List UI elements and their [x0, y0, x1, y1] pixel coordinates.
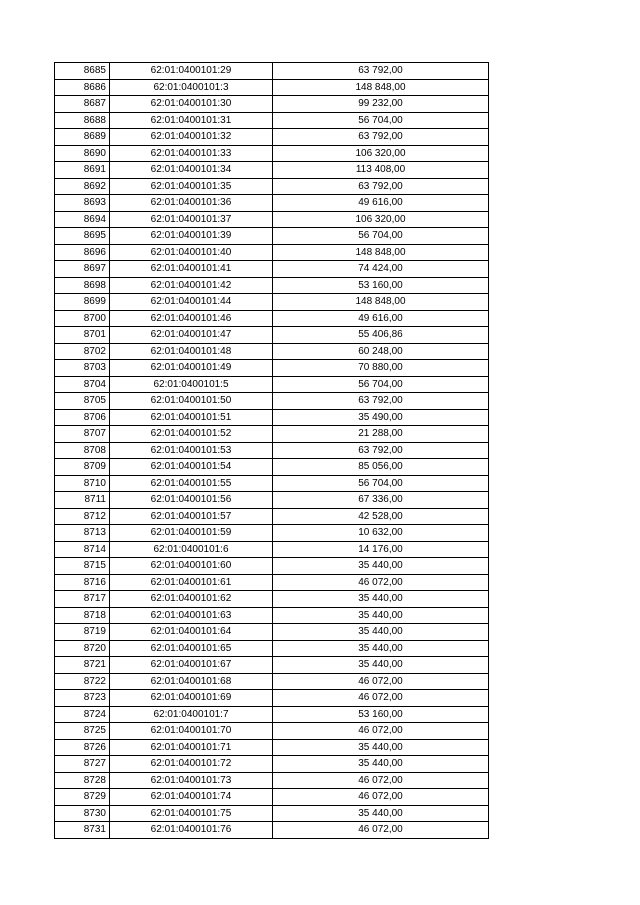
cadastral-number-cell: 62:01:0400101:67: [110, 657, 273, 674]
row-number-cell: 8687: [55, 96, 110, 113]
value-cell: 46 072,00: [273, 822, 489, 839]
value-cell: 67 336,00: [273, 492, 489, 509]
value-cell: 46 072,00: [273, 574, 489, 591]
cadastral-number-cell: 62:01:0400101:56: [110, 492, 273, 509]
table-row: [55, 294, 489, 311]
value-cell: 21 288,00: [273, 426, 489, 443]
value-cell: 46 072,00: [273, 723, 489, 740]
cadastral-number-cell: 62:01:0400101:71: [110, 739, 273, 756]
cadastral-number-cell: 62:01:0400101:34: [110, 162, 273, 179]
value-cell: 63 792,00: [273, 129, 489, 146]
value-cell: 35 440,00: [273, 640, 489, 657]
table-row: [55, 574, 489, 591]
row-number-cell: 8724: [55, 706, 110, 723]
value-cell: 56 704,00: [273, 112, 489, 129]
table-row: [55, 195, 489, 212]
table-row: [55, 129, 489, 146]
cadastral-number-cell: 62:01:0400101:29: [110, 63, 273, 80]
table-row: [55, 178, 489, 195]
table-row: [55, 772, 489, 789]
row-number-cell: 8706: [55, 409, 110, 426]
value-cell: 35 440,00: [273, 624, 489, 641]
row-number-cell: 8698: [55, 277, 110, 294]
value-cell: 63 792,00: [273, 63, 489, 80]
row-number-cell: 8701: [55, 327, 110, 344]
table-row: [55, 360, 489, 377]
cadastral-number-cell: 62:01:0400101:73: [110, 772, 273, 789]
cadastral-number-cell: 62:01:0400101:70: [110, 723, 273, 740]
table-row: [55, 96, 489, 113]
cadastral-number-cell: 62:01:0400101:48: [110, 343, 273, 360]
table-row: [55, 673, 489, 690]
table-row: [55, 162, 489, 179]
cadastral-number-cell: 62:01:0400101:52: [110, 426, 273, 443]
table-row: [55, 145, 489, 162]
table-row: [55, 277, 489, 294]
value-cell: 10 632,00: [273, 525, 489, 542]
cadastral-number-cell: 62:01:0400101:61: [110, 574, 273, 591]
value-cell: 35 440,00: [273, 558, 489, 575]
row-number-cell: 8692: [55, 178, 110, 195]
value-cell: 85 056,00: [273, 459, 489, 476]
row-number-cell: 8686: [55, 79, 110, 96]
row-number-cell: 8689: [55, 129, 110, 146]
table-row: [55, 310, 489, 327]
value-cell: 148 848,00: [273, 244, 489, 261]
value-cell: 56 704,00: [273, 475, 489, 492]
cadastral-number-cell: 62:01:0400101:49: [110, 360, 273, 377]
row-number-cell: 8695: [55, 228, 110, 245]
row-number-cell: 8711: [55, 492, 110, 509]
table-row: [55, 541, 489, 558]
row-number-cell: 8702: [55, 343, 110, 360]
cadastral-number-cell: 62:01:0400101:33: [110, 145, 273, 162]
cadastral-number-cell: 62:01:0400101:62: [110, 591, 273, 608]
table-row: [55, 789, 489, 806]
table-row: [55, 211, 489, 228]
row-number-cell: 8718: [55, 607, 110, 624]
cadastral-number-cell: 62:01:0400101:55: [110, 475, 273, 492]
cadastral-number-cell: 62:01:0400101:60: [110, 558, 273, 575]
table-row: [55, 822, 489, 839]
cadastral-number-cell: 62:01:0400101:68: [110, 673, 273, 690]
table-row: [55, 261, 489, 278]
cadastral-number-cell: 62:01:0400101:47: [110, 327, 273, 344]
table-body: [55, 63, 489, 839]
cadastral-number-cell: 62:01:0400101:7: [110, 706, 273, 723]
table-row: [55, 690, 489, 707]
row-number-cell: 8717: [55, 591, 110, 608]
row-number-cell: 8723: [55, 690, 110, 707]
value-cell: 46 072,00: [273, 772, 489, 789]
table-row: [55, 244, 489, 261]
row-number-cell: 8705: [55, 393, 110, 410]
value-cell: 63 792,00: [273, 178, 489, 195]
value-cell: 46 072,00: [273, 673, 489, 690]
row-number-cell: 8722: [55, 673, 110, 690]
cadastral-number-cell: 62:01:0400101:50: [110, 393, 273, 410]
table-row: [55, 525, 489, 542]
value-cell: 113 408,00: [273, 162, 489, 179]
row-number-cell: 8727: [55, 756, 110, 773]
table-row: [55, 475, 489, 492]
cadastral-number-cell: 62:01:0400101:44: [110, 294, 273, 311]
row-number-cell: 8694: [55, 211, 110, 228]
row-number-cell: 8720: [55, 640, 110, 657]
table-row: [55, 343, 489, 360]
table-row: [55, 558, 489, 575]
row-number-cell: 8726: [55, 739, 110, 756]
row-number-cell: 8697: [55, 261, 110, 278]
cadastral-number-cell: 62:01:0400101:63: [110, 607, 273, 624]
value-cell: 35 490,00: [273, 409, 489, 426]
row-number-cell: 8709: [55, 459, 110, 476]
row-number-cell: 8699: [55, 294, 110, 311]
cadastral-number-cell: 62:01:0400101:31: [110, 112, 273, 129]
table-row: [55, 591, 489, 608]
table-row: [55, 393, 489, 410]
row-number-cell: 8696: [55, 244, 110, 261]
cadastral-number-cell: 62:01:0400101:59: [110, 525, 273, 542]
cadastral-number-cell: 62:01:0400101:72: [110, 756, 273, 773]
value-cell: 49 616,00: [273, 195, 489, 212]
row-number-cell: 8713: [55, 525, 110, 542]
row-number-cell: 8731: [55, 822, 110, 839]
cadastral-number-cell: 62:01:0400101:39: [110, 228, 273, 245]
value-cell: 35 440,00: [273, 805, 489, 822]
cadastral-number-cell: 62:01:0400101:65: [110, 640, 273, 657]
data-table: [54, 62, 489, 839]
value-cell: 99 232,00: [273, 96, 489, 113]
cadastral-number-cell: 62:01:0400101:35: [110, 178, 273, 195]
value-cell: 63 792,00: [273, 442, 489, 459]
cadastral-number-cell: 62:01:0400101:32: [110, 129, 273, 146]
value-cell: 35 440,00: [273, 591, 489, 608]
value-cell: 63 792,00: [273, 393, 489, 410]
value-cell: 56 704,00: [273, 376, 489, 393]
row-number-cell: 8693: [55, 195, 110, 212]
cadastral-number-cell: 62:01:0400101:54: [110, 459, 273, 476]
value-cell: 46 072,00: [273, 789, 489, 806]
value-cell: 53 160,00: [273, 706, 489, 723]
table-row: [55, 508, 489, 525]
table-row: [55, 228, 489, 245]
value-cell: 35 440,00: [273, 657, 489, 674]
row-number-cell: 8728: [55, 772, 110, 789]
value-cell: 148 848,00: [273, 79, 489, 96]
value-cell: 106 320,00: [273, 211, 489, 228]
row-number-cell: 8710: [55, 475, 110, 492]
cadastral-number-cell: 62:01:0400101:3: [110, 79, 273, 96]
row-number-cell: 8703: [55, 360, 110, 377]
table-row: [55, 739, 489, 756]
row-number-cell: 8719: [55, 624, 110, 641]
table-row: [55, 376, 489, 393]
row-number-cell: 8685: [55, 63, 110, 80]
table-row: [55, 426, 489, 443]
value-cell: 49 616,00: [273, 310, 489, 327]
cadastral-number-cell: 62:01:0400101:36: [110, 195, 273, 212]
value-cell: 56 704,00: [273, 228, 489, 245]
row-number-cell: 8707: [55, 426, 110, 443]
row-number-cell: 8690: [55, 145, 110, 162]
value-cell: 42 528,00: [273, 508, 489, 525]
cadastral-number-cell: 62:01:0400101:64: [110, 624, 273, 641]
value-cell: 55 406,86: [273, 327, 489, 344]
cadastral-number-cell: 62:01:0400101:46: [110, 310, 273, 327]
value-cell: 74 424,00: [273, 261, 489, 278]
table-row: [55, 723, 489, 740]
table-row: [55, 409, 489, 426]
value-cell: 70 880,00: [273, 360, 489, 377]
value-cell: 35 440,00: [273, 607, 489, 624]
value-cell: 60 248,00: [273, 343, 489, 360]
row-number-cell: 8712: [55, 508, 110, 525]
value-cell: 46 072,00: [273, 690, 489, 707]
table-row: [55, 706, 489, 723]
row-number-cell: 8725: [55, 723, 110, 740]
row-number-cell: 8715: [55, 558, 110, 575]
row-number-cell: 8730: [55, 805, 110, 822]
value-cell: 35 440,00: [273, 756, 489, 773]
table-row: [55, 79, 489, 96]
cadastral-number-cell: 62:01:0400101:75: [110, 805, 273, 822]
cadastral-number-cell: 62:01:0400101:57: [110, 508, 273, 525]
row-number-cell: 8721: [55, 657, 110, 674]
row-number-cell: 8704: [55, 376, 110, 393]
cadastral-number-cell: 62:01:0400101:6: [110, 541, 273, 558]
cadastral-number-cell: 62:01:0400101:30: [110, 96, 273, 113]
cadastral-number-cell: 62:01:0400101:53: [110, 442, 273, 459]
table-row: [55, 624, 489, 641]
cadastral-number-cell: 62:01:0400101:40: [110, 244, 273, 261]
value-cell: 14 176,00: [273, 541, 489, 558]
cadastral-number-cell: 62:01:0400101:42: [110, 277, 273, 294]
cadastral-number-cell: 62:01:0400101:74: [110, 789, 273, 806]
table-row: [55, 657, 489, 674]
table-row: [55, 805, 489, 822]
cadastral-number-cell: 62:01:0400101:37: [110, 211, 273, 228]
row-number-cell: 8708: [55, 442, 110, 459]
table-row: [55, 327, 489, 344]
table-row: [55, 607, 489, 624]
table-row: [55, 112, 489, 129]
table-row: [55, 442, 489, 459]
row-number-cell: 8700: [55, 310, 110, 327]
table-row: [55, 492, 489, 509]
value-cell: 148 848,00: [273, 294, 489, 311]
row-number-cell: 8691: [55, 162, 110, 179]
table-row: [55, 459, 489, 476]
row-number-cell: 8688: [55, 112, 110, 129]
row-number-cell: 8714: [55, 541, 110, 558]
cadastral-number-cell: 62:01:0400101:5: [110, 376, 273, 393]
table-row: [55, 640, 489, 657]
row-number-cell: 8729: [55, 789, 110, 806]
value-cell: 106 320,00: [273, 145, 489, 162]
cadastral-number-cell: 62:01:0400101:51: [110, 409, 273, 426]
cadastral-number-cell: 62:01:0400101:41: [110, 261, 273, 278]
cadastral-number-cell: 62:01:0400101:69: [110, 690, 273, 707]
table-row: [55, 63, 489, 80]
value-cell: 53 160,00: [273, 277, 489, 294]
row-number-cell: 8716: [55, 574, 110, 591]
cadastral-number-cell: 62:01:0400101:76: [110, 822, 273, 839]
value-cell: 35 440,00: [273, 739, 489, 756]
table-row: [55, 756, 489, 773]
